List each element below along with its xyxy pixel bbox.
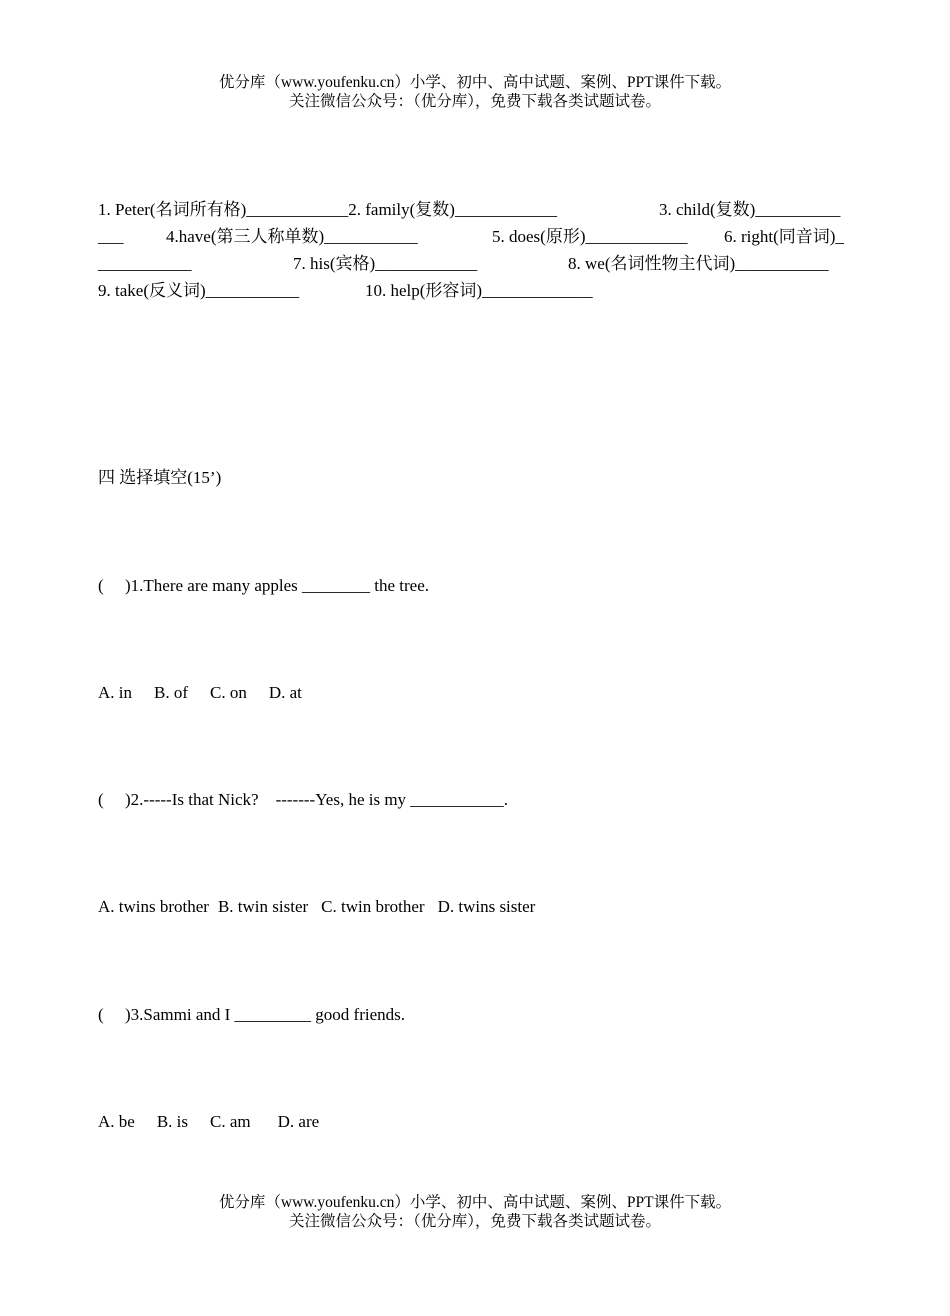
question-stem: )1.There are many apples ________ the tree. [125, 576, 429, 595]
item-9: 9. take(反义词)___________ [98, 281, 300, 300]
items-1-2: 1. Peter(名词所有格)____________2. family(复数)____________ [98, 200, 557, 219]
question-2-options [98, 896, 535, 918]
header-line-1: 优分库（www.youfenku.cn）小学、初中、高中试题、案例、PPT课件下载。 [218, 74, 732, 91]
question-3-options [98, 1111, 319, 1133]
option-b: B. of [154, 683, 188, 702]
item-7: 7. his(宾格)____________ [293, 254, 478, 273]
footer-line-1: 优分库（www.youfenku.cn）小学、初中、高中试题、案例、PPT课件下载。 [218, 1194, 732, 1211]
option-c: C. am [210, 1112, 251, 1131]
item-5: 5. does(原形)____________ [492, 227, 688, 246]
item-8: 8. we(名词性物主代词)___________ [568, 254, 829, 273]
option-a: A. be [98, 1112, 135, 1131]
option-d: D. twins sister [437, 897, 536, 916]
item-6-continued: ___________ [98, 254, 192, 273]
item-3: 3. child(复数)__________ [659, 200, 841, 219]
page-header [0, 73, 950, 111]
option-b: B. twin sister [217, 897, 309, 916]
option-c: C. on [210, 683, 247, 702]
section-4-title: 四 选择填空(15’) [98, 468, 222, 487]
option-a: A. twins brother [98, 897, 209, 916]
option-d: D. are [277, 1112, 320, 1131]
item-4: 4.have(第三人称单数)___________ [166, 227, 418, 246]
option-c: C. twin brother [321, 897, 425, 916]
answer-paren: ( [98, 790, 104, 809]
question-stem: )2.-----Is that Nick? -------Yes, he is my ___________. [125, 790, 509, 809]
option-a: A. in [98, 683, 132, 702]
item-3-continued: ___ [98, 227, 124, 246]
answer-paren: ( [98, 576, 104, 595]
answer-paren: ( [98, 1005, 104, 1024]
item-10: 10. help(形容词)_____________ [365, 281, 593, 300]
item-6: 6. right(同音词)_ [724, 227, 844, 246]
option-d: D. at [268, 683, 302, 702]
header-line-2: 关注微信公众号：（优分库），免费下载各类试题试卷。 [288, 93, 661, 110]
question-stem: )3.Sammi and I _________ good friends. [125, 1005, 405, 1024]
question-1-options [98, 682, 302, 704]
footer-line-2: 关注微信公众号：（优分库），免费下载各类试题试卷。 [288, 1213, 661, 1230]
option-b: B. is [156, 1112, 189, 1131]
page-footer [0, 1193, 950, 1231]
